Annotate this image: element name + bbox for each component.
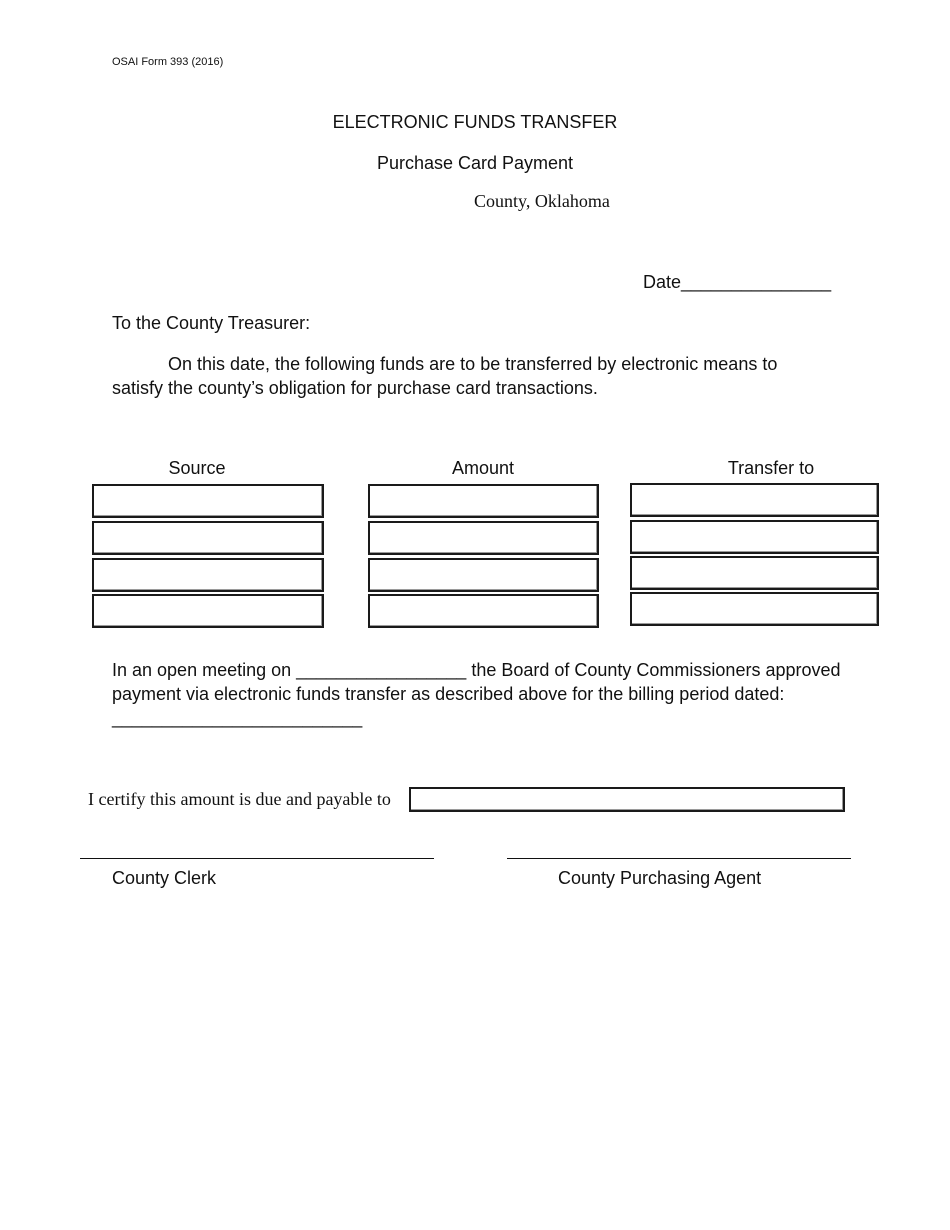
source-field-4[interactable] bbox=[92, 594, 324, 628]
transfer-to-header: Transfer to bbox=[727, 458, 815, 478]
source-header: Source bbox=[168, 458, 226, 478]
transfer-to-field-1[interactable] bbox=[630, 483, 879, 517]
amount-field-1[interactable] bbox=[368, 484, 599, 518]
form-subtitle: Purchase Card Payment bbox=[376, 153, 574, 173]
transfer-to-field-3[interactable] bbox=[630, 556, 879, 590]
county-clerk-signature-line[interactable] bbox=[80, 858, 434, 859]
payee-field[interactable] bbox=[409, 787, 845, 812]
form-title: ELECTRONIC FUNDS TRANSFER bbox=[332, 112, 618, 132]
certify-label: I certify this amount is due and payable to bbox=[88, 789, 391, 809]
county-clerk-label: County Clerk bbox=[112, 868, 217, 888]
amount-field-4[interactable] bbox=[368, 594, 599, 628]
purchasing-agent-label: County Purchasing Agent bbox=[558, 868, 762, 888]
form-id: OSAI Form 393 (2016) bbox=[112, 56, 224, 68]
date-field[interactable]: Date_______________ bbox=[643, 272, 832, 292]
county-line: County, Oklahoma bbox=[474, 191, 610, 211]
amount-field-2[interactable] bbox=[368, 521, 599, 555]
purchasing-agent-signature-line[interactable] bbox=[507, 858, 851, 859]
source-field-2[interactable] bbox=[92, 521, 324, 555]
approval-paragraph: In an open meeting on _________________ the Board of County Commissioners approved payment via electronic funds transfer as described above for the billing period dated: _________________________ bbox=[112, 660, 841, 728]
intro-paragraph: On this date, the following funds are to be transferred by electronic means to satisfy the county’s obligation for purchase card transactions. bbox=[112, 354, 778, 398]
source-field-1[interactable] bbox=[92, 484, 324, 518]
amount-header: Amount bbox=[451, 458, 515, 478]
source-field-3[interactable] bbox=[92, 558, 324, 592]
transfer-to-field-2[interactable] bbox=[630, 520, 879, 554]
amount-field-3[interactable] bbox=[368, 558, 599, 592]
transfer-to-field-4[interactable] bbox=[630, 592, 879, 626]
salutation: To the County Treasurer: bbox=[112, 313, 311, 333]
